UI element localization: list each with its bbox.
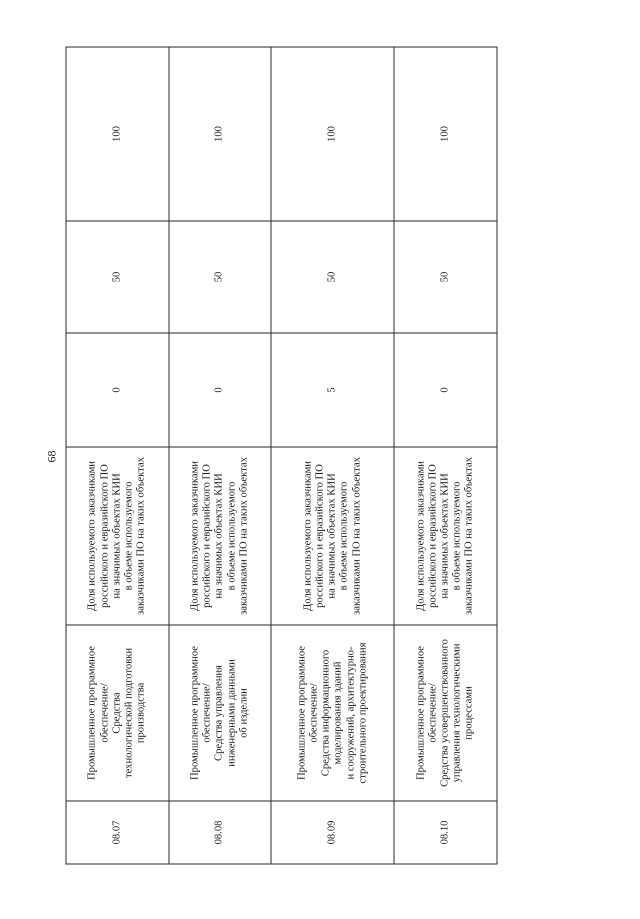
table-row: [66, 47, 169, 864]
rotated-table: [65, 47, 497, 864]
indicator-description: Доля используемого заказчиками российского и евразийского ПО на значимых объектах КИИ в объеме используемого заказчиками ПО на таких объектах: [394, 447, 497, 625]
baseline-value: 0: [168, 333, 271, 447]
baseline-value: 5: [271, 333, 394, 447]
table-row: [271, 47, 394, 864]
target-value: 100: [66, 47, 169, 221]
page-number: [45, 443, 60, 471]
table-row: [394, 47, 497, 864]
row-code: 08.09: [271, 801, 394, 864]
intermediate-value: 50: [168, 221, 271, 333]
indicator-table: [65, 46, 497, 864]
row-code: 08.08: [168, 801, 271, 864]
intermediate-value: 50: [394, 221, 497, 333]
rotated-table-container: [65, 47, 497, 864]
baseline-value: 0: [394, 333, 497, 447]
indicator-description: Доля используемого заказчиками российского и евразийского ПО на значимых объектах КИИ в объеме используемого заказчиками ПО на таких объектах: [271, 447, 394, 625]
target-value: 100: [168, 47, 271, 221]
software-category: Промышленное программное обеспечение/ Средства информационного моделирования зданий и сооружений, архитектурно- строительного проектирования: [271, 625, 394, 801]
software-category: Промышленное программное обеспечение/ Средства технологической подготовки производства: [66, 625, 169, 801]
target-value: 100: [394, 47, 497, 221]
intermediate-value: 50: [271, 221, 394, 333]
row-code: 08.07: [66, 801, 169, 864]
target-value: 100: [271, 47, 394, 221]
row-code: 08.10: [394, 801, 497, 864]
indicator-description: Доля используемого заказчиками российского и евразийского ПО на значимых объектах КИИ в объеме используемого заказчиками ПО на таких объектах: [168, 447, 271, 625]
intermediate-value: 50: [66, 221, 169, 333]
baseline-value: 0: [66, 333, 169, 447]
page-number-text: 68: [44, 450, 59, 463]
indicator-description: Доля используемого заказчиками российского и евразийского ПО на значимых объектах КИИ в объеме используемого заказчиками ПО на таких объектах: [66, 447, 169, 625]
table-row: [168, 47, 271, 864]
software-category: Промышленное программное обеспечение/ Средства усовершенствованного управления технологическими процессами: [394, 625, 497, 801]
software-category: Промышленное программное обеспечение/ Средства управления инженерными данными об изделии: [168, 625, 271, 801]
